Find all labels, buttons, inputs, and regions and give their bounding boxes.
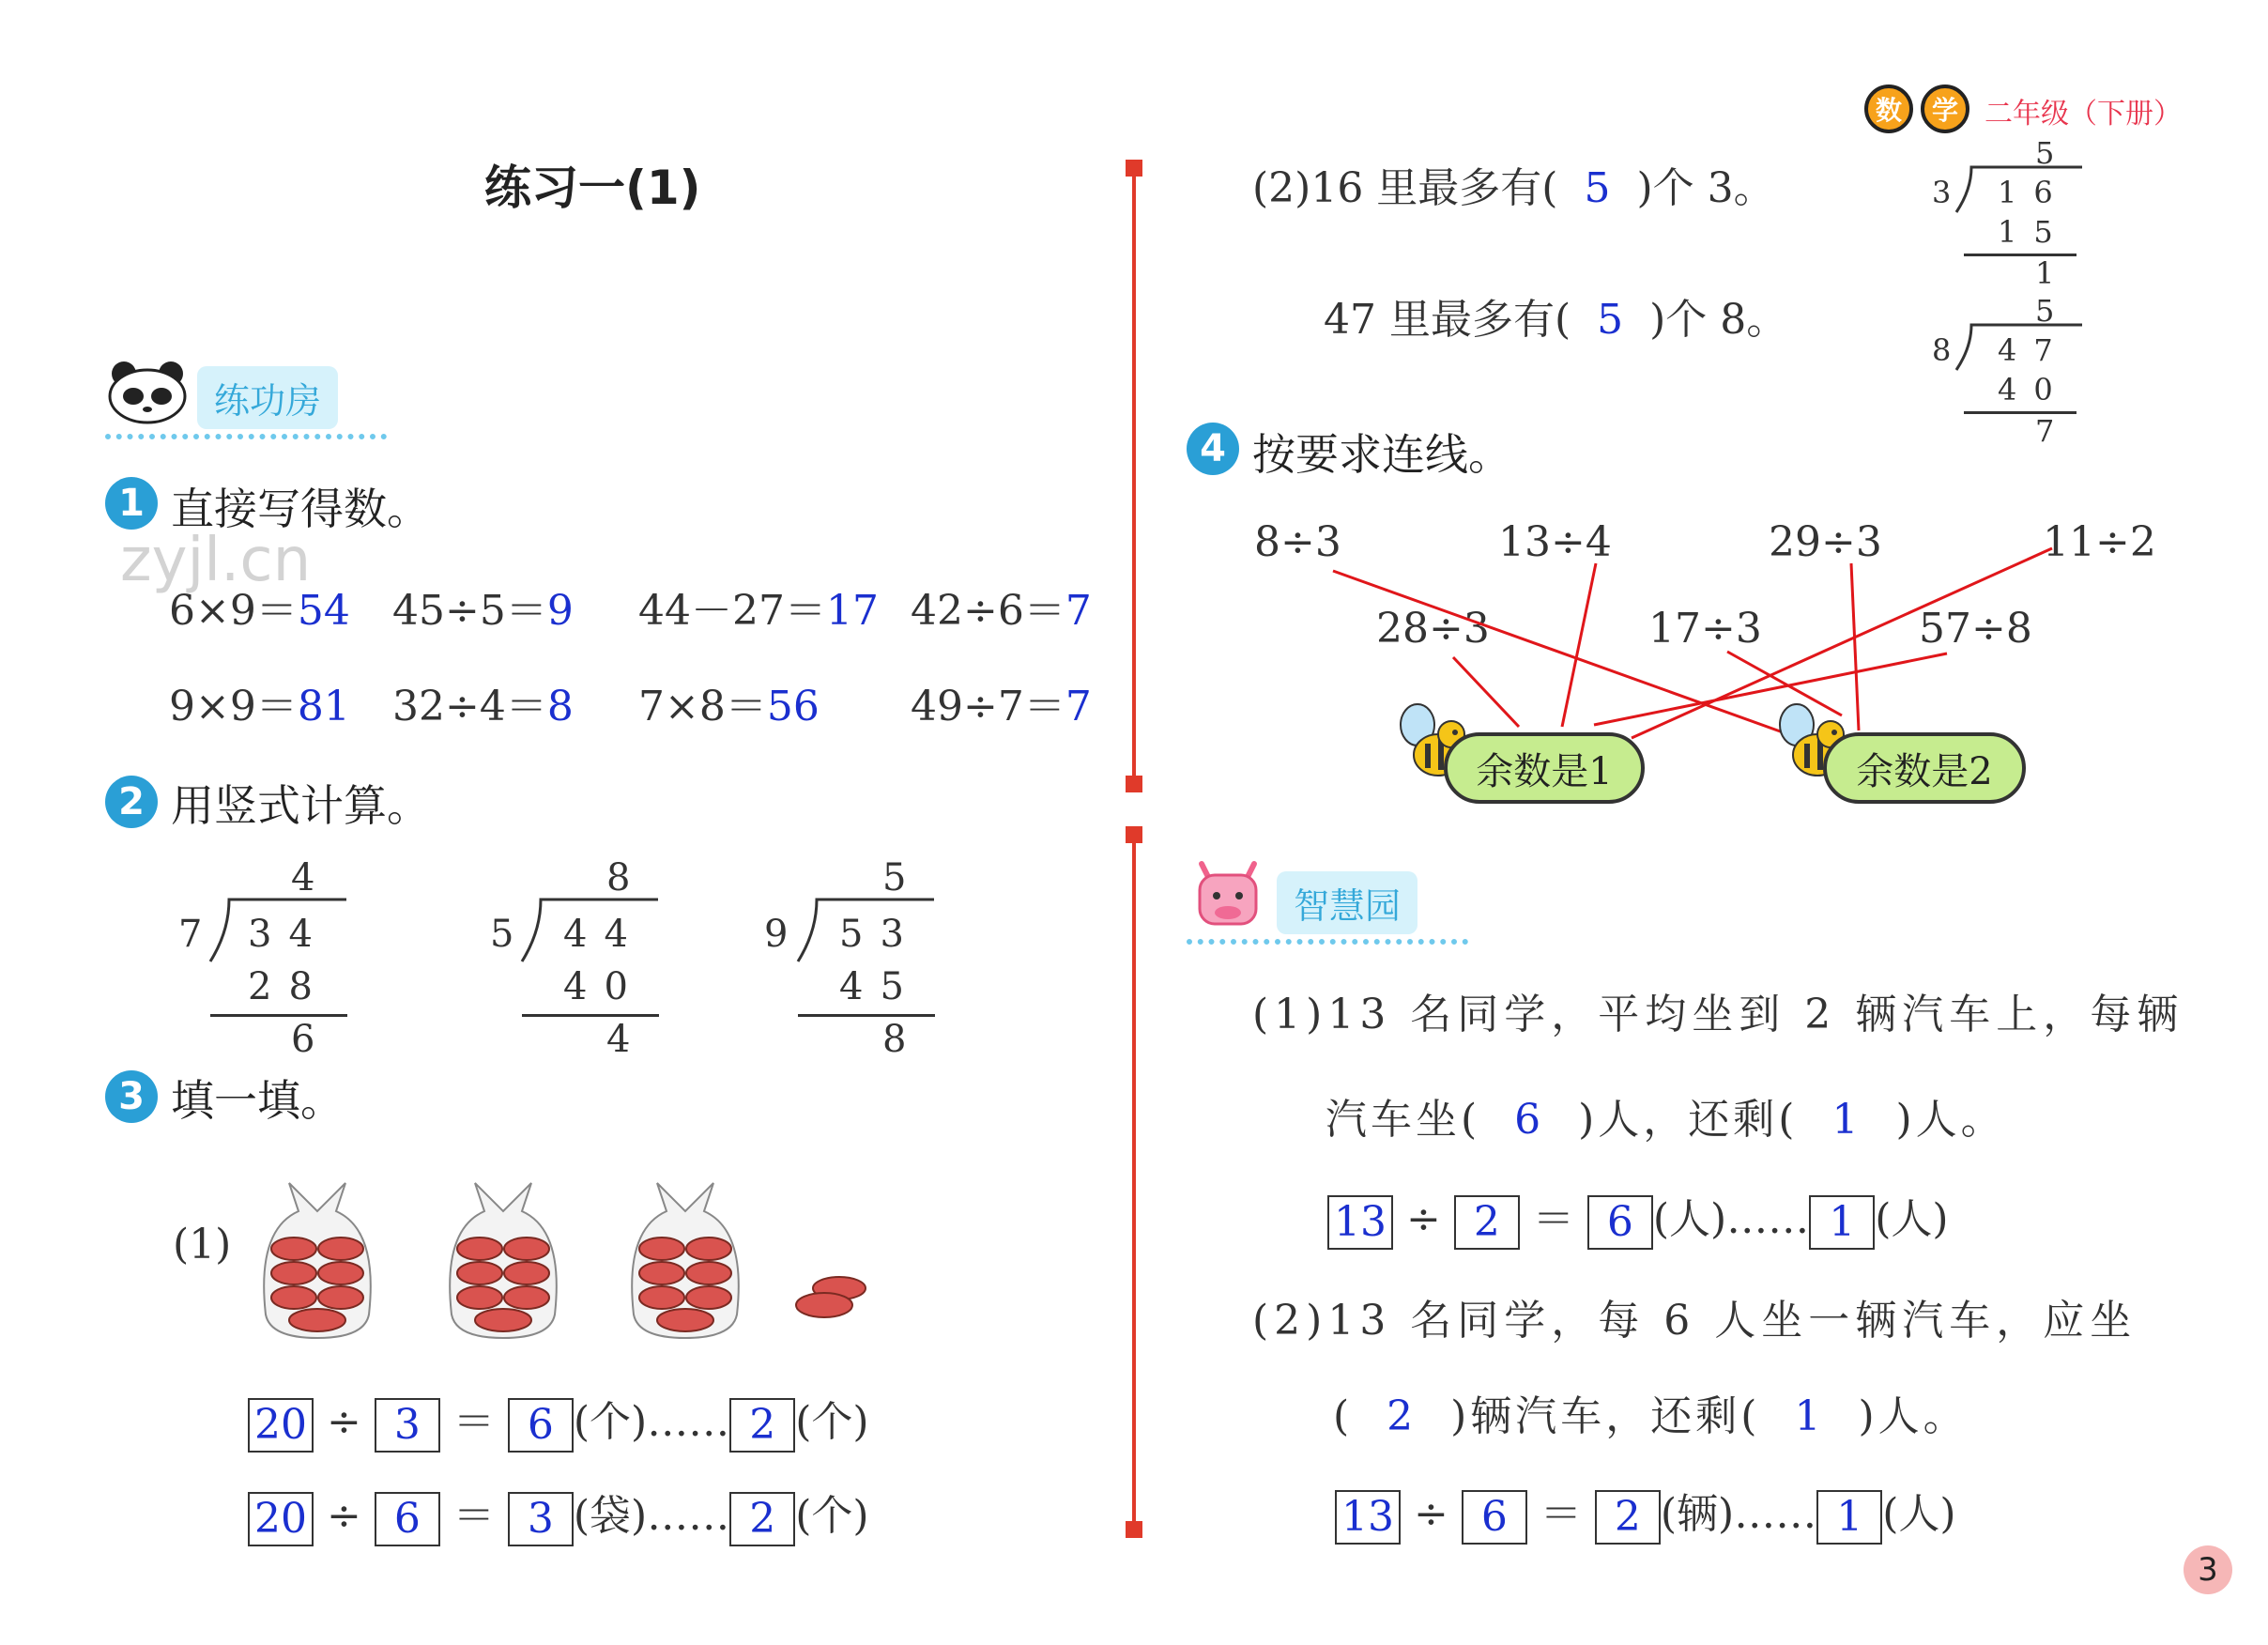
wisdom-p2-line1: (2)13 名同学，每 6 人坐一辆汽车，应坐 — [1252, 1297, 2138, 1345]
long-division: 4 7 34 28 6 — [169, 856, 347, 1063]
q1-item: 9×9＝81 — [169, 683, 350, 730]
q4-number: 4 — [1187, 423, 1239, 475]
cow-icon — [1190, 854, 1265, 933]
wisdom-tag: 智慧园 — [1277, 871, 1418, 934]
q1-item: 32÷4＝8 — [392, 683, 574, 730]
q3-label: (1) — [173, 1221, 232, 1268]
wisdom-p1-line2: 汽车坐( 6 )人，还剩( 1 )人。 — [1326, 1096, 2006, 1144]
q4-expr: 17÷3 — [1648, 605, 1762, 653]
wisdom-dotline — [1187, 939, 1468, 945]
wisdom-p1-equation: 13 ÷ 2 ＝ 6 (人)…… 1 (人) — [1327, 1185, 1949, 1250]
match-line — [1562, 563, 1596, 727]
q4-expr: 29÷3 — [1769, 518, 1882, 566]
subject-badge-2: 学 — [1921, 85, 1969, 133]
q1-item: 44－27＝17 — [638, 587, 879, 635]
wisdom-p2-equation: 13 ÷ 6 ＝ 2 (辆)…… 1 (人) — [1335, 1480, 1956, 1545]
q1-number: 1 — [105, 477, 158, 530]
page-title: 练习一(1) — [484, 161, 701, 215]
page-number: 3 — [2184, 1545, 2232, 1594]
q3-number: 3 — [105, 1070, 158, 1123]
q4-expr: 13÷4 — [1498, 518, 1612, 566]
q4-text: 按要求连线。 — [1252, 429, 1511, 480]
practice-tag: 练功房 — [197, 366, 338, 429]
match-line — [1851, 563, 1859, 730]
q4-expr: 8÷3 — [1254, 518, 1341, 566]
q1-item: 7×8＝56 — [638, 683, 820, 730]
long-division: 5 3 16 15 1 — [1932, 135, 2082, 295]
wisdom-p2-line2: ( 2 )辆汽车，还剩( 1 )人。 — [1333, 1392, 1969, 1440]
remainder-1-bubble: 余数是1 — [1444, 732, 1645, 804]
q3-equation-1: 20 ÷ 3 ＝ 6 (个)…… 2 (个) — [248, 1388, 869, 1453]
q1-item: 49÷7＝7 — [911, 683, 1092, 730]
q4-expr: 11÷2 — [2043, 518, 2156, 566]
q1-item: 6×9＝54 — [169, 587, 350, 635]
q3b-line-1: (2)16 里最多有( 5 )个 3。 — [1252, 164, 1775, 212]
match-line — [1594, 653, 1947, 725]
wisdom-p1-line1: (1)13 名同学，平均坐到 2 辆汽车上，每辆 — [1252, 991, 2184, 1038]
subject-badge-1: 数 — [1864, 85, 1913, 133]
q2-text: 用竖式计算。 — [171, 780, 430, 831]
long-division: 8 5 44 40 4 — [481, 856, 659, 1063]
q2-number: 2 — [105, 776, 158, 828]
long-division: 5 9 53 45 8 — [757, 856, 935, 1063]
grade-label: 二年级（下册） — [1984, 98, 2182, 131]
long-division: 5 8 47 40 7 — [1932, 293, 2082, 453]
watermark: zyjl.cn — [120, 526, 312, 595]
q3-text: 填一填。 — [171, 1075, 344, 1126]
q1-item: 45÷5＝9 — [392, 587, 574, 635]
q1-text: 直接写得数。 — [171, 484, 430, 534]
q1-item: 42÷6＝7 — [911, 587, 1092, 635]
remainder-2-bubble: 余数是2 — [1823, 732, 2026, 804]
q4-expr: 28÷3 — [1376, 605, 1490, 653]
q3b-line-2: 47 里最多有( 5 )个 8。 — [1324, 296, 1788, 344]
q4-expr: 57÷8 — [1919, 605, 2032, 653]
q3-equation-2: 20 ÷ 6 ＝ 3 (袋)…… 2 (个) — [248, 1482, 869, 1546]
